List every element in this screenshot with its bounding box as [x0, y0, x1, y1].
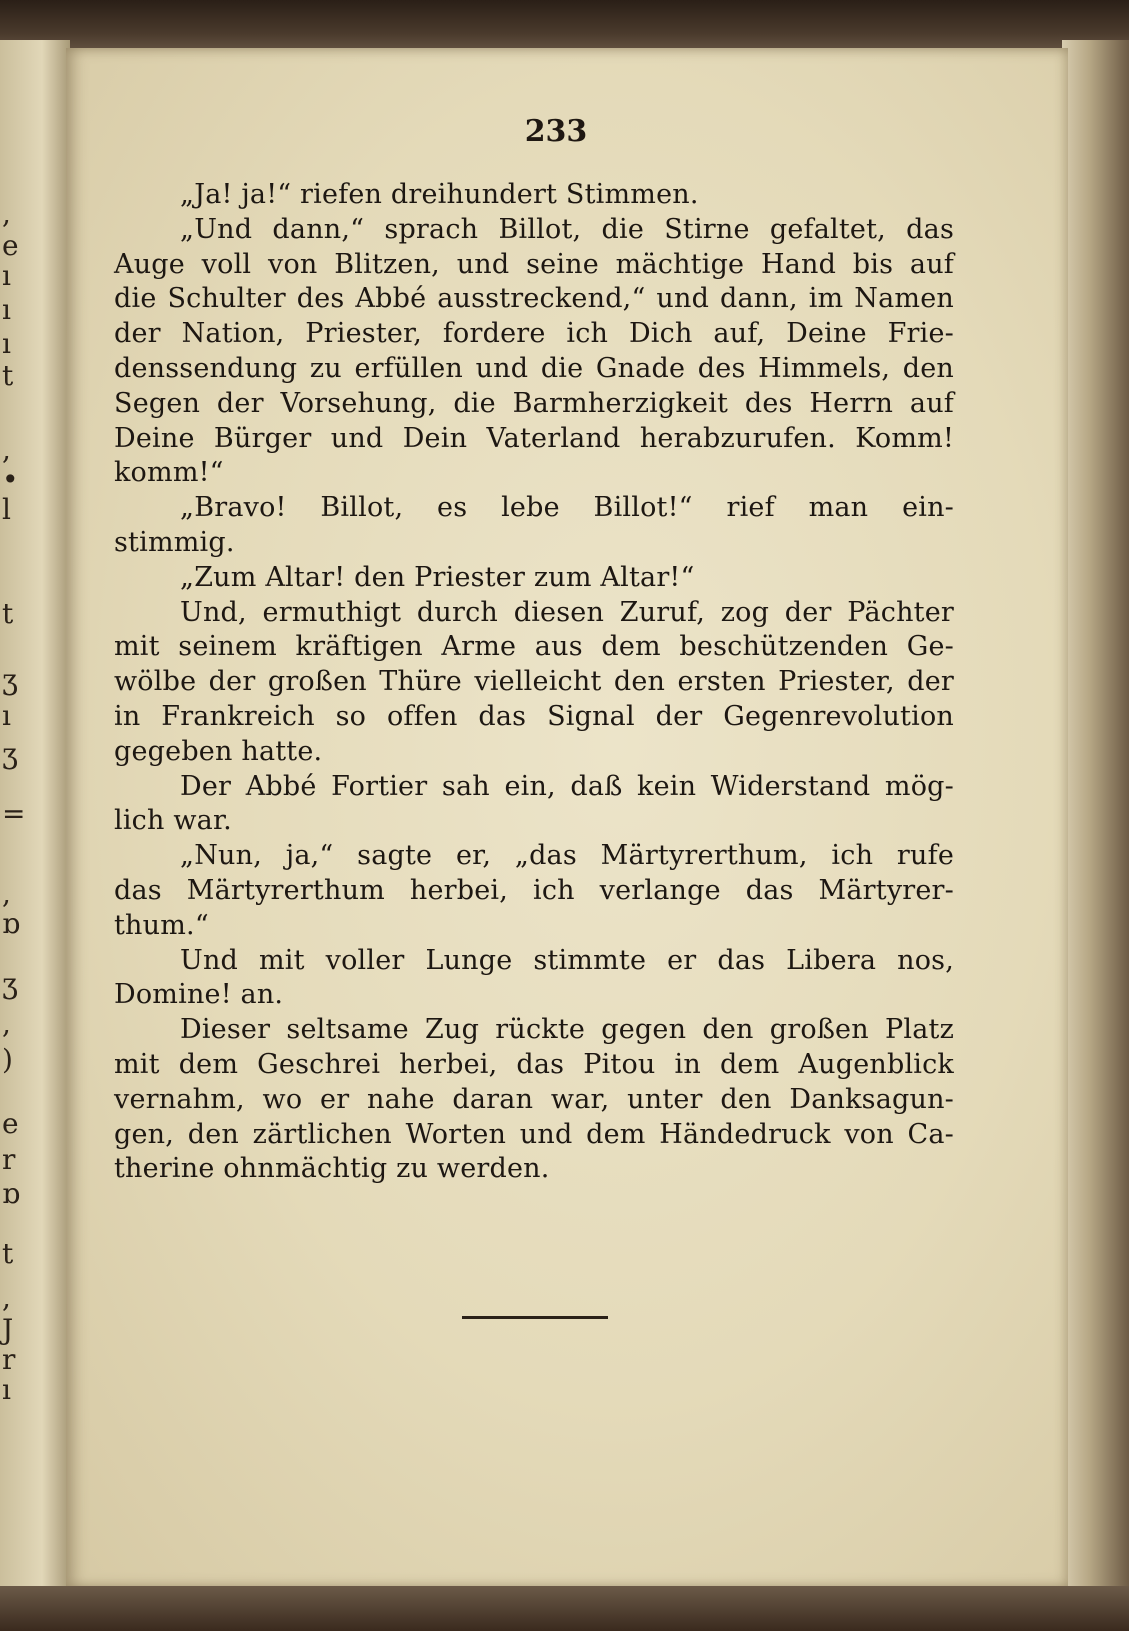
text-line: lich war. [114, 805, 232, 837]
left-page-glyph: , [2, 1281, 11, 1314]
left-page-glyph: J [2, 1313, 14, 1346]
text-line: denssendung zu erfüllen und die Gnade des Himmels, den [114, 352, 954, 384]
text-line: „Und dann,“ sprach Billot, die Stirne gefaltet, das [180, 213, 954, 245]
left-page-glyph: • [2, 463, 19, 496]
text-line: Dieser seltsame Zug rückte gegen den großen Platz [180, 1014, 954, 1046]
left-page-glyph: t [2, 597, 14, 630]
text-line: Und, ermuthigt durch diesen Zuruf, zog der Pächter [180, 596, 954, 628]
body-text [114, 178, 954, 1187]
text-line: mit dem Geschrei herbei, das Pitou in dem Augenblick [114, 1048, 954, 1080]
text-line: Und mit voller Lunge stimmte er das Libera nos, [180, 944, 954, 976]
text-line: Domine! an. [114, 979, 284, 1011]
left-page-glyph: e [2, 1107, 19, 1140]
chapter-end-rule [462, 1316, 608, 1319]
text-line: vernahm, wo er nahe daran war, unter den Danksagun- [114, 1083, 954, 1115]
left-page-glyph: , [2, 877, 11, 910]
left-page-glyph: l [2, 493, 11, 526]
left-page-glyph: ʒ [2, 967, 18, 1000]
page-edge-right [1062, 40, 1129, 1600]
left-page-glyph: ) [2, 1043, 13, 1076]
book-page [66, 48, 1068, 1588]
text-line: der Nation, Priester, fordere ich Dich auf, Deine Frie- [114, 318, 954, 350]
left-page-glyph: ı [2, 1373, 11, 1406]
text-line: „Bravo! Billot, es lebe Billot!“ rief man ein- [180, 492, 954, 524]
left-page-glyph: = [2, 797, 26, 830]
left-page-glyph: , [2, 197, 11, 230]
text-line: thum.“ [114, 909, 209, 941]
text-line: das Märtyrerthum herbei, ich verlange das Märtyrer- [114, 874, 954, 906]
page-number: 233 [524, 114, 588, 149]
left-page-glyph: ɒ [2, 1177, 20, 1210]
text-line: stimmig. [114, 526, 235, 558]
text-line: gen, den zärtlichen Worten und dem Händedruck von Ca- [114, 1118, 954, 1150]
left-page-glyph: ʒ [2, 663, 18, 696]
text-line: die Schulter des Abbé ausstreckend,“ und dann, im Namen [114, 283, 954, 315]
left-page-glyph: r [2, 1143, 16, 1176]
left-page-glyph: ı [2, 327, 11, 360]
text-line: Der Abbé Fortier sah ein, daß kein Widerstand mög- [180, 770, 954, 802]
left-page-glyph: t [2, 1237, 14, 1270]
text-line: wölbe der großen Thüre vielleicht den ersten Priester, der [114, 666, 954, 698]
text-line: Auge voll von Blitzen, und seine mächtige Hand bis auf [114, 248, 954, 280]
adjacent-left-page [0, 40, 70, 1595]
text-line: „Nun, ja,“ sagte er, „das Märtyrerthum, ich rufe [180, 840, 954, 872]
left-page-glyph: , [2, 1007, 11, 1040]
text-line: Deine Bürger und Dein Vaterland herabzurufen. Komm! [114, 422, 954, 454]
text-line: „Ja! ja!“ riefen dreihundert Stimmen. [180, 179, 699, 210]
left-page-glyph: e [2, 229, 19, 262]
left-page-glyph: r [2, 1343, 16, 1376]
left-page-glyph: ɒ [2, 907, 20, 940]
left-page-glyph: t [2, 359, 14, 392]
left-page-glyph: ʒ [2, 737, 18, 770]
left-page-glyph: , [2, 433, 11, 466]
text-line: in Frankreich so offen das Signal der Gegenrevolution [114, 700, 954, 732]
text-line: „Zum Altar! den Priester zum Altar!“ [180, 561, 695, 593]
text-line: mit seinem kräftigen Arme aus dem beschützenden Ge- [114, 631, 954, 663]
left-page-glyph: ı [2, 293, 11, 326]
text-line: therine ohnmächtig zu werden. [114, 1153, 550, 1185]
left-page-glyph: ı [2, 259, 11, 292]
text-line: gegeben hatte. [114, 735, 323, 767]
text-line: komm!“ [114, 457, 224, 489]
book-binding-bottom [0, 1586, 1129, 1631]
text-line: Segen der Vorsehung, die Barmherzigkeit des Herrn auf [114, 387, 954, 419]
left-page-glyph: ı [2, 699, 11, 732]
